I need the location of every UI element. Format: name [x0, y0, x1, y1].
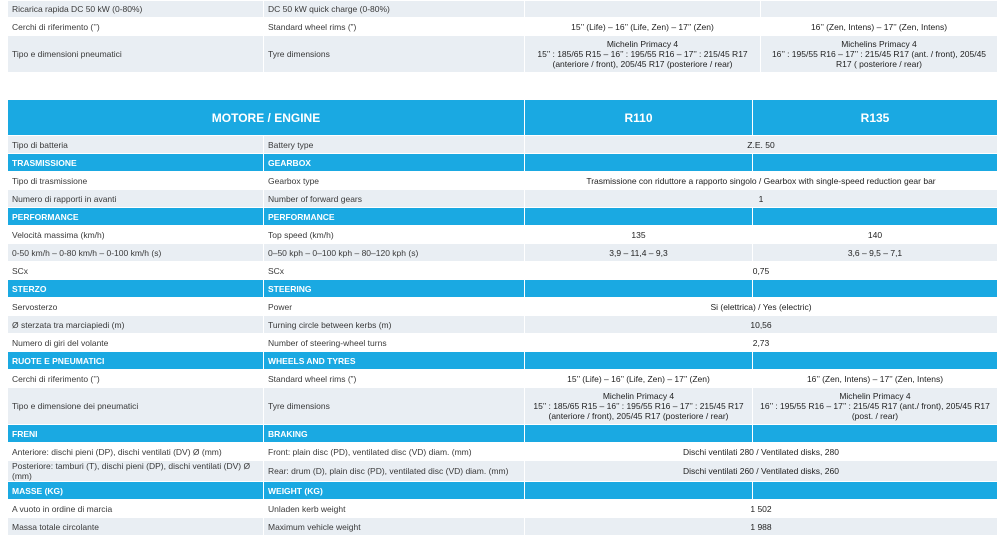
- section-fill: [525, 154, 753, 172]
- section-title-italian: TRASMISSIONE: [8, 154, 264, 172]
- section-header-row: [8, 352, 998, 370]
- value-both-versions: 0,75: [525, 262, 998, 280]
- section-fill: [525, 482, 753, 500]
- value-both-versions: 1: [525, 190, 998, 208]
- spec-row: [8, 262, 998, 280]
- value-both-versions: Trasmissione con riduttore a rapporto singolo / Gearbox with single-speed reduction gear bar: [525, 172, 998, 190]
- section-title-italian: FRENI: [8, 425, 264, 443]
- section-fill: [525, 352, 753, 370]
- label-italian: Cerchi di riferimento (’’): [8, 370, 264, 388]
- spec-row: [8, 443, 998, 461]
- spec-row: [8, 36, 998, 73]
- label-italian: Cerchi di riferimento (’’): [8, 18, 264, 36]
- label-italian: Tipo e dimensioni pneumatici: [8, 36, 264, 73]
- label-english: Number of steering-wheel turns: [264, 334, 525, 352]
- spec-row: [8, 172, 998, 190]
- section-header-row: [8, 208, 998, 226]
- label-italian: Numero di giri del volante: [8, 334, 264, 352]
- section-fill: [753, 280, 998, 298]
- label-english: Standard wheel rims (”): [264, 18, 525, 36]
- label-italian: Numero di rapporti in avanti: [8, 190, 264, 208]
- label-italian: Posteriore: tamburi (T), dischi pieni (DP), dischi ventilati (DV) Ø (mm): [8, 461, 264, 482]
- label-english: Unladen kerb weight: [264, 500, 525, 518]
- label-english: Top speed (km/h): [264, 226, 525, 244]
- section-fill: [525, 208, 753, 226]
- section-title-english: GEARBOX: [264, 154, 525, 172]
- spec-row: [8, 500, 998, 518]
- section-title-english: WHEELS AND TYRES: [264, 352, 525, 370]
- value-right: Michelins Primacy 4 16’’ : 195/55 R16 – 17’’ : 215/45 R17 (ant. / front), 205/45 R17 ( posteriore / rear): [761, 36, 998, 73]
- spec-row: [8, 370, 998, 388]
- label-english: SCx: [264, 262, 525, 280]
- value-right: 16’’ (Zen, Intens) – 17’’ (Zen, Intens): [761, 18, 998, 36]
- label-italian: Ø sterzata tra marciapiedi (m): [8, 316, 264, 334]
- value-both-versions: 1 502: [525, 500, 998, 518]
- section-header-row: [8, 425, 998, 443]
- value-left: 15’’ (Life) – 16’’ (Life, Zen) – 17’’ (Zen): [525, 18, 761, 36]
- spec-row: [8, 334, 998, 352]
- spec-row: [8, 244, 998, 262]
- value-both-versions: Dischi ventilati 280 / Ventilated disks, 280: [525, 443, 998, 461]
- value-both-versions: 2,73: [525, 334, 998, 352]
- section-fill: [753, 482, 998, 500]
- label-english: DC 50 kW quick charge (0-80%): [264, 1, 525, 18]
- section-fill: [753, 352, 998, 370]
- value-r135: 3,6 – 9,5 – 7,1: [753, 244, 998, 262]
- col-r135-header: R135: [753, 100, 998, 136]
- spec-row: [8, 226, 998, 244]
- engine-spec-table: [7, 99, 998, 536]
- value-both-versions: Dischi ventilati 260 / Ventilated disks, 260: [525, 461, 998, 482]
- value-right: [761, 1, 998, 18]
- section-title-italian: MASSE (KG): [8, 482, 264, 500]
- spec-row: [8, 461, 998, 482]
- label-italian: Servosterzo: [8, 298, 264, 316]
- label-italian: Velocità massima (km/h): [8, 226, 264, 244]
- label-english: Gearbox type: [264, 172, 525, 190]
- spec-row: [8, 388, 998, 425]
- section-fill: [753, 154, 998, 172]
- label-english: Turning circle between kerbs (m): [264, 316, 525, 334]
- label-english: Tyre dimensions: [264, 36, 525, 73]
- label-italian: Massa totale circolante: [8, 518, 264, 536]
- value-both-versions: 1 988: [525, 518, 998, 536]
- label-italian: Tipo di trasmissione: [8, 172, 264, 190]
- label-english: Standard wheel rims (”): [264, 370, 525, 388]
- value-r110: 135: [525, 226, 753, 244]
- spec-row: [8, 316, 998, 334]
- section-header-row: [8, 280, 998, 298]
- col-r110-header: R110: [525, 100, 753, 136]
- value-both-versions: Z.E. 50: [525, 136, 998, 154]
- section-header-row: [8, 154, 998, 172]
- spec-row: [8, 298, 998, 316]
- value-left: Michelin Primacy 4 15’’ : 185/65 R15 – 16’’ : 195/55 R16 – 17’’ : 215/45 R17 (anteriore / front), 205/45 R17 (posteriore / rear): [525, 36, 761, 73]
- section-title-english: PERFORMANCE: [264, 208, 525, 226]
- value-both-versions: Si (elettrica) / Yes (electric): [525, 298, 998, 316]
- label-italian: 0-50 km/h – 0-80 km/h – 0-100 km/h (s): [8, 244, 264, 262]
- value-r110: Michelin Primacy 4 15’’ : 185/65 R15 – 16’’ : 195/55 R16 – 17’’ : 215/45 R17 (anteriore / front), 205/45 R17 (posteriore / rear): [525, 388, 753, 425]
- label-english: Number of forward gears: [264, 190, 525, 208]
- label-english: Maximum vehicle weight: [264, 518, 525, 536]
- spec-row: [8, 1, 998, 18]
- top-spec-table: [7, 0, 998, 73]
- section-title-english: WEIGHT (KG): [264, 482, 525, 500]
- label-english: Power: [264, 298, 525, 316]
- section-fill: [525, 280, 753, 298]
- value-r135: Michelin Primacy 4 16’’ : 195/55 R16 – 17’’ : 215/45 R17 (ant./ front), 205/45 R17 (post. / rear): [753, 388, 998, 425]
- label-english: Battery type: [264, 136, 525, 154]
- value-r110: 3,9 – 11,4 – 9,3: [525, 244, 753, 262]
- label-english: Front: plain disc (PD), ventilated disc (VD) diam. (mm): [264, 443, 525, 461]
- section-title-english: BRAKING: [264, 425, 525, 443]
- section-fill: [753, 208, 998, 226]
- label-italian: Tipo e dimensione dei pneumatici: [8, 388, 264, 425]
- label-italian: Ricarica rapida DC 50 kW (0-80%): [8, 1, 264, 18]
- label-english: Rear: drum (D), plain disc (PD), ventilated disc (VD) diam. (mm): [264, 461, 525, 482]
- section-title-italian: STERZO: [8, 280, 264, 298]
- engine-header-row: [8, 100, 998, 136]
- label-italian: A vuoto in ordine di marcia: [8, 500, 264, 518]
- label-italian: Tipo di batteria: [8, 136, 264, 154]
- spec-row: [8, 518, 998, 536]
- section-header-row: [8, 482, 998, 500]
- label-english: 0–50 kph – 0–100 kph – 80–120 kph (s): [264, 244, 525, 262]
- label-english: Tyre dimensions: [264, 388, 525, 425]
- value-r135: 140: [753, 226, 998, 244]
- value-r110: 15’’ (Life) – 16’’ (Life, Zen) – 17’’ (Zen): [525, 370, 753, 388]
- section-fill: [525, 425, 753, 443]
- section-title-italian: PERFORMANCE: [8, 208, 264, 226]
- engine-title: MOTORE / ENGINE: [8, 100, 525, 136]
- section-title-english: STEERING: [264, 280, 525, 298]
- spec-row: [8, 18, 998, 36]
- value-both-versions: 10,56: [525, 316, 998, 334]
- spec-row: [8, 190, 998, 208]
- section-title-italian: RUOTE E PNEUMATICI: [8, 352, 264, 370]
- value-r135: 16’’ (Zen, Intens) – 17’’ (Zen, Intens): [753, 370, 998, 388]
- value-left: [525, 1, 761, 18]
- section-fill: [753, 425, 998, 443]
- label-italian: SCx: [8, 262, 264, 280]
- spec-row: [8, 136, 998, 154]
- label-italian: Anteriore: dischi pieni (DP), dischi ventilati (DV) Ø (mm): [8, 443, 264, 461]
